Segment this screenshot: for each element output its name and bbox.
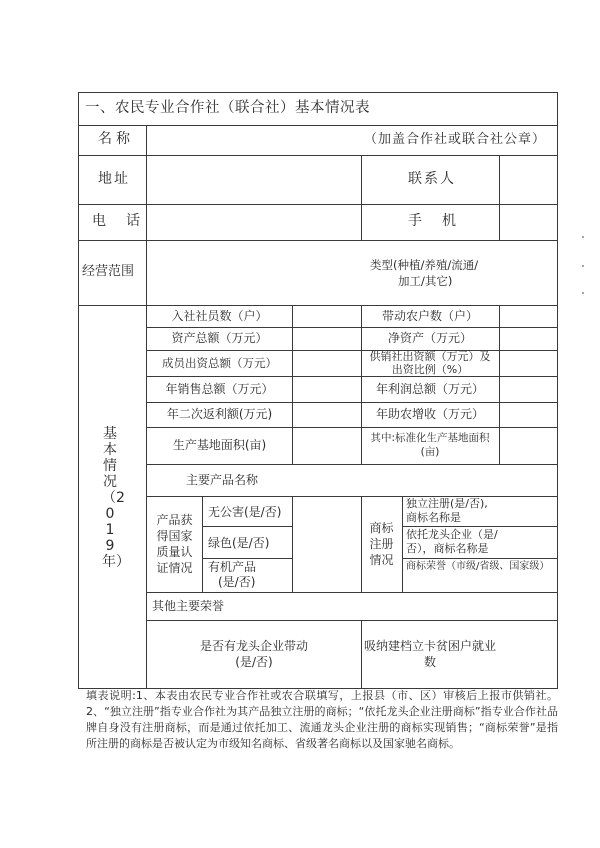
cert-label-line4: 证情况 xyxy=(156,561,193,575)
business-scope-field[interactable] xyxy=(147,241,360,304)
supply-contribution-line1: 供销社出资额（万元）及 xyxy=(369,350,491,363)
standard-base-line2: (亩) xyxy=(420,446,440,458)
tm-label-line2: 注册 xyxy=(369,537,394,551)
phone-label: 电 话 xyxy=(92,213,143,229)
tm-label-line1: 商标 xyxy=(369,521,394,535)
tm-label-line3: 情况 xyxy=(369,553,394,567)
secondary-rebate-label: 年二次返利额(万元) xyxy=(166,407,273,421)
other-honors-field[interactable] xyxy=(238,593,557,619)
tm-leader-line1: 依托龙头企业（是/ xyxy=(406,528,498,541)
cert-label-line2: 得国家 xyxy=(156,529,193,543)
net-assets-label: 净资产（万元） xyxy=(387,331,472,345)
leader-driven-line1: 是否有龙头企业带动 xyxy=(199,639,308,653)
tm-own-line2: 商标名称是 xyxy=(406,511,461,524)
total-assets-label: 资产总额（万元） xyxy=(171,331,268,345)
scan-mark xyxy=(582,265,584,267)
main-products-field[interactable] xyxy=(293,465,557,495)
tm-own-line1: 独立注册(是/否), xyxy=(406,497,488,510)
standard-base-line1: 其中:标准化生产基地面积 xyxy=(370,432,490,444)
name-field[interactable] xyxy=(147,126,357,154)
base-area-label: 生产基地面积(亩) xyxy=(172,438,267,452)
income-increase-label: 年助农增收（万元） xyxy=(375,407,484,421)
business-scope-label: 经营范围 xyxy=(82,264,135,279)
mobile-field[interactable] xyxy=(500,205,557,239)
poverty-jobs-line2: 数 xyxy=(423,655,436,669)
side-label-text: 基本情况（2019年） xyxy=(102,426,130,570)
address-label: 地址 xyxy=(98,171,130,187)
organic-field[interactable] xyxy=(293,559,360,591)
cert-organic-line1: 有机产品 xyxy=(208,560,257,574)
type-label-line1: 类型(种植/养殖/流通/ xyxy=(370,258,479,272)
form-title: 一、农民专业合作社（联合社）基本情况表 xyxy=(85,100,370,116)
scan-mark xyxy=(582,292,584,294)
cert-pollution-free-label: 无公害(是/否) xyxy=(208,505,282,519)
basic-info-side-label xyxy=(102,426,130,570)
driven-farmers-label: 带动农户数（户） xyxy=(381,309,478,323)
supply-contribution-line2: 出资比例（%） xyxy=(391,363,469,376)
contact-field[interactable] xyxy=(500,156,557,203)
poverty-jobs-line1: 吸纳建档立卡贫困户就业 xyxy=(363,639,496,653)
cert-label-line1: 产品获 xyxy=(156,513,193,527)
mobile-label: 手 机 xyxy=(408,213,459,229)
phone-field[interactable] xyxy=(147,205,360,239)
annual-profit-label: 年利润总额（万元） xyxy=(375,382,484,396)
cert-label-line3: 质量认 xyxy=(156,545,193,559)
green-field[interactable] xyxy=(293,527,360,557)
type-label-line2: 加工/其它) xyxy=(398,274,453,288)
leader-driven-line2: (是/否) xyxy=(235,655,273,669)
seal-hint: （加盖合作社或联合社公章） xyxy=(364,132,547,147)
cert-organic-line2: (是/否) xyxy=(218,575,256,589)
scan-mark xyxy=(582,236,584,238)
footnote: 填表说明:1、本表由农民专业合作社或农合联填写，上报县（市、区）审核后上报市供销社。2、“独立注册”指专业合作社为其产品独立注册的商标；“依托龙头企业注册商标”指专业合作社品牌自身没有注册商标，而是通过依托加工、流通龙头企业注册的商标实现销售；“商标荣誉”是指所注册的商标是否被认定为市级知名商标、省级著名商标以及国家驰名商标。 xyxy=(86,689,558,750)
pollution-free-field[interactable] xyxy=(293,497,360,525)
other-honors-label: 其他主要荣誉 xyxy=(152,599,225,613)
contact-label: 联系人 xyxy=(408,171,456,187)
tm-honor-label: 商标荣誉（市级/省级、国家级） xyxy=(406,561,550,572)
annual-sales-label: 年销售总额（万元） xyxy=(165,382,274,396)
address-field[interactable] xyxy=(147,156,360,203)
main-products-label: 主要产品名称 xyxy=(186,473,259,487)
member-contribution-label: 成员出资总额（万元） xyxy=(162,356,277,370)
members-label: 入社社员数（户） xyxy=(171,309,268,323)
tm-leader-line2: 否），商标名称是 xyxy=(406,542,489,555)
name-label: 名称 xyxy=(98,131,134,147)
cert-green-label: 绿色(是/否) xyxy=(208,536,270,550)
basic-info-form xyxy=(78,92,558,688)
